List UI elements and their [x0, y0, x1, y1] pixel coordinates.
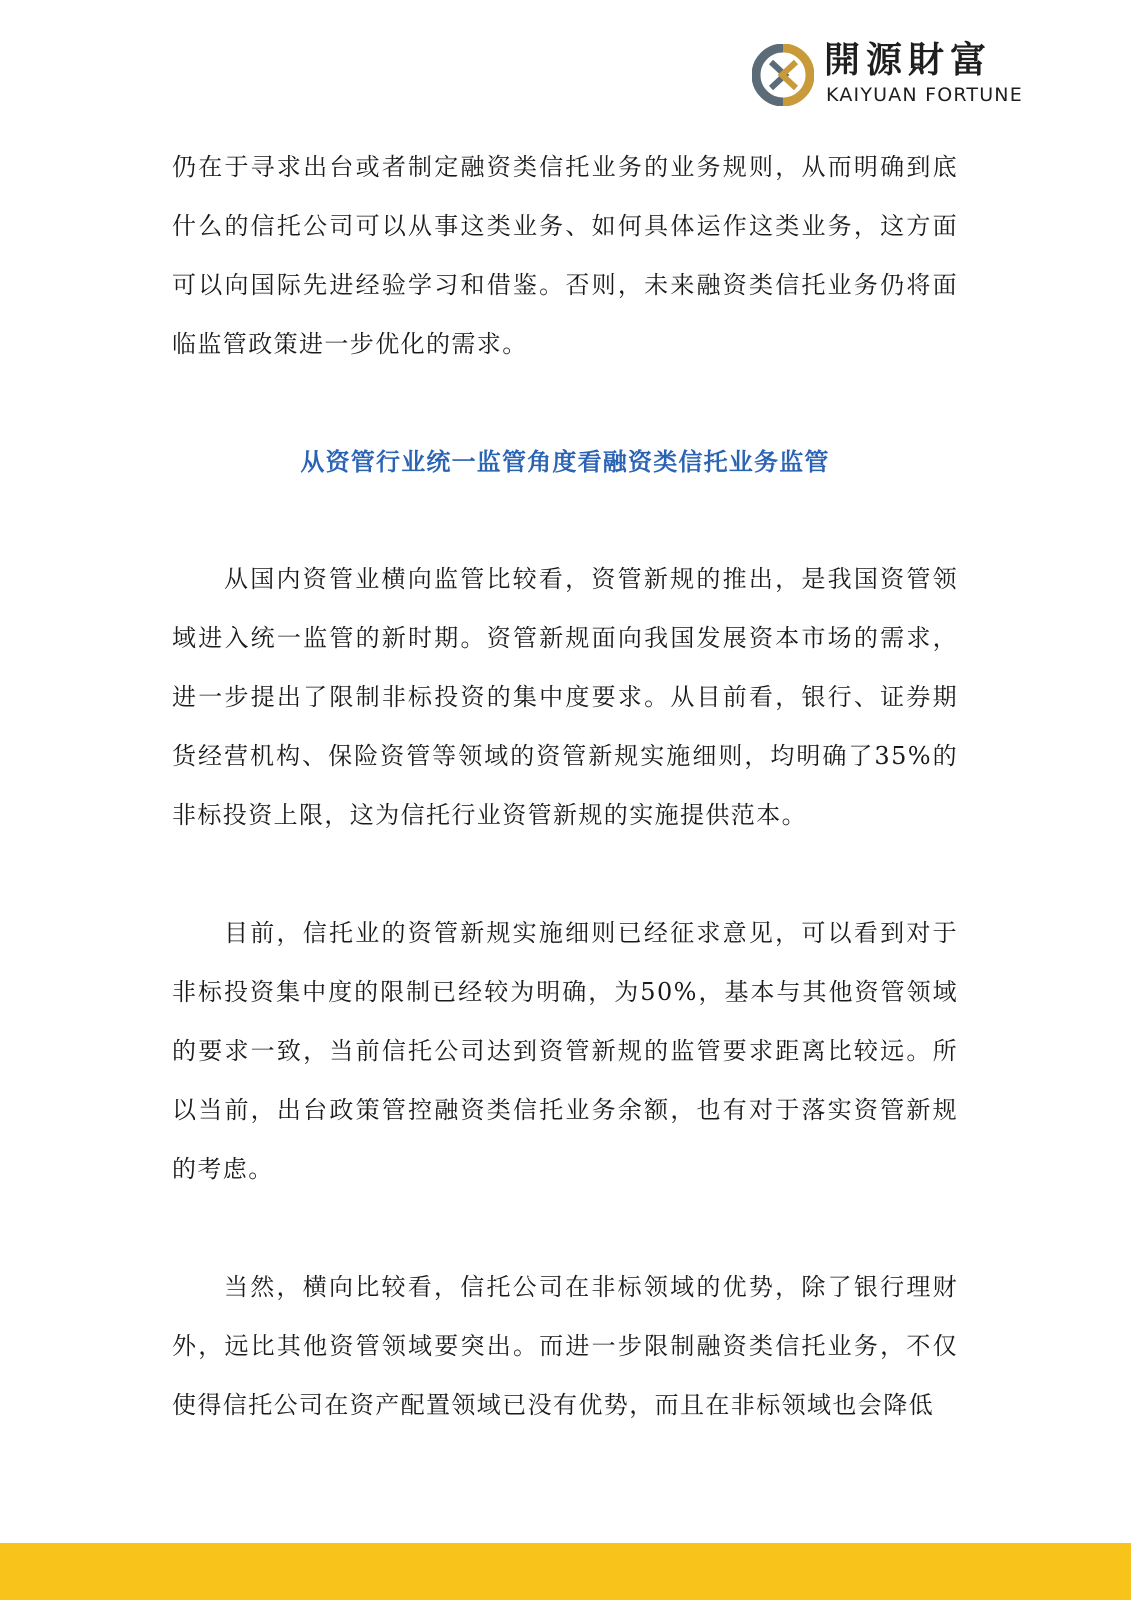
- section-heading: 从资管行业统一监管角度看融资类信托业务监管: [300, 447, 830, 476]
- body-paragraph-1: 从国内资管业横向监管比较看，资管新规的推出，是我国资管领域进入统一监管的新时期。资管新规面向我国发展资本市场的需求，进一步提出了限制非标投资的集中度要求。从目前看，银行、证券期货经营机构、保险资管等领域的资管新规实施细则，均明确了35%的非标投资上限，这为信托行业资管新规的实施提供范本。: [172, 565, 958, 829]
- logo-english-name: KAIYUAN FORTUNE: [826, 84, 1023, 106]
- kaiyuan-logo-icon: [752, 44, 814, 106]
- footer-accent-bar: [0, 1543, 1131, 1600]
- document-body: [172, 138, 958, 1435]
- intro-paragraph: 仍在于寻求出台或者制定融资类信托业务的业务规则，从而明确到底什么的信托公司可以从事这类业务、如何具体运作这类业务，这方面可以向国际先进经验学习和借鉴。否则，未来融资类信托业务仍将面临监管政策进一步优化的需求。: [172, 153, 958, 358]
- logo-chinese-name: 開源財富: [824, 40, 993, 81]
- body-paragraph-3: 当然，横向比较看，信托公司在非标领域的优势，除了银行理财外，远比其他资管领域要突出。而进一步限制融资类信托业务，不仅使得信托公司在资产配置领域已没有优势，而且在非标领域也会降低: [172, 1273, 958, 1419]
- spacer: [172, 491, 958, 550]
- company-logo: [752, 40, 1042, 110]
- spacer: [172, 374, 958, 432]
- spacer: [172, 1199, 958, 1258]
- body-paragraph-2: 目前，信托业的资管新规实施细则已经征求意见，可以看到对于非标投资集中度的限制已经较为明确，为50%，基本与其他资管领域的要求一致，当前信托公司达到资管新规的监管要求距离比较远。所以当前，出台政策管控融资类信托业务余额，也有对于落实资管新规的考虑。: [172, 919, 958, 1183]
- spacer: [172, 845, 958, 904]
